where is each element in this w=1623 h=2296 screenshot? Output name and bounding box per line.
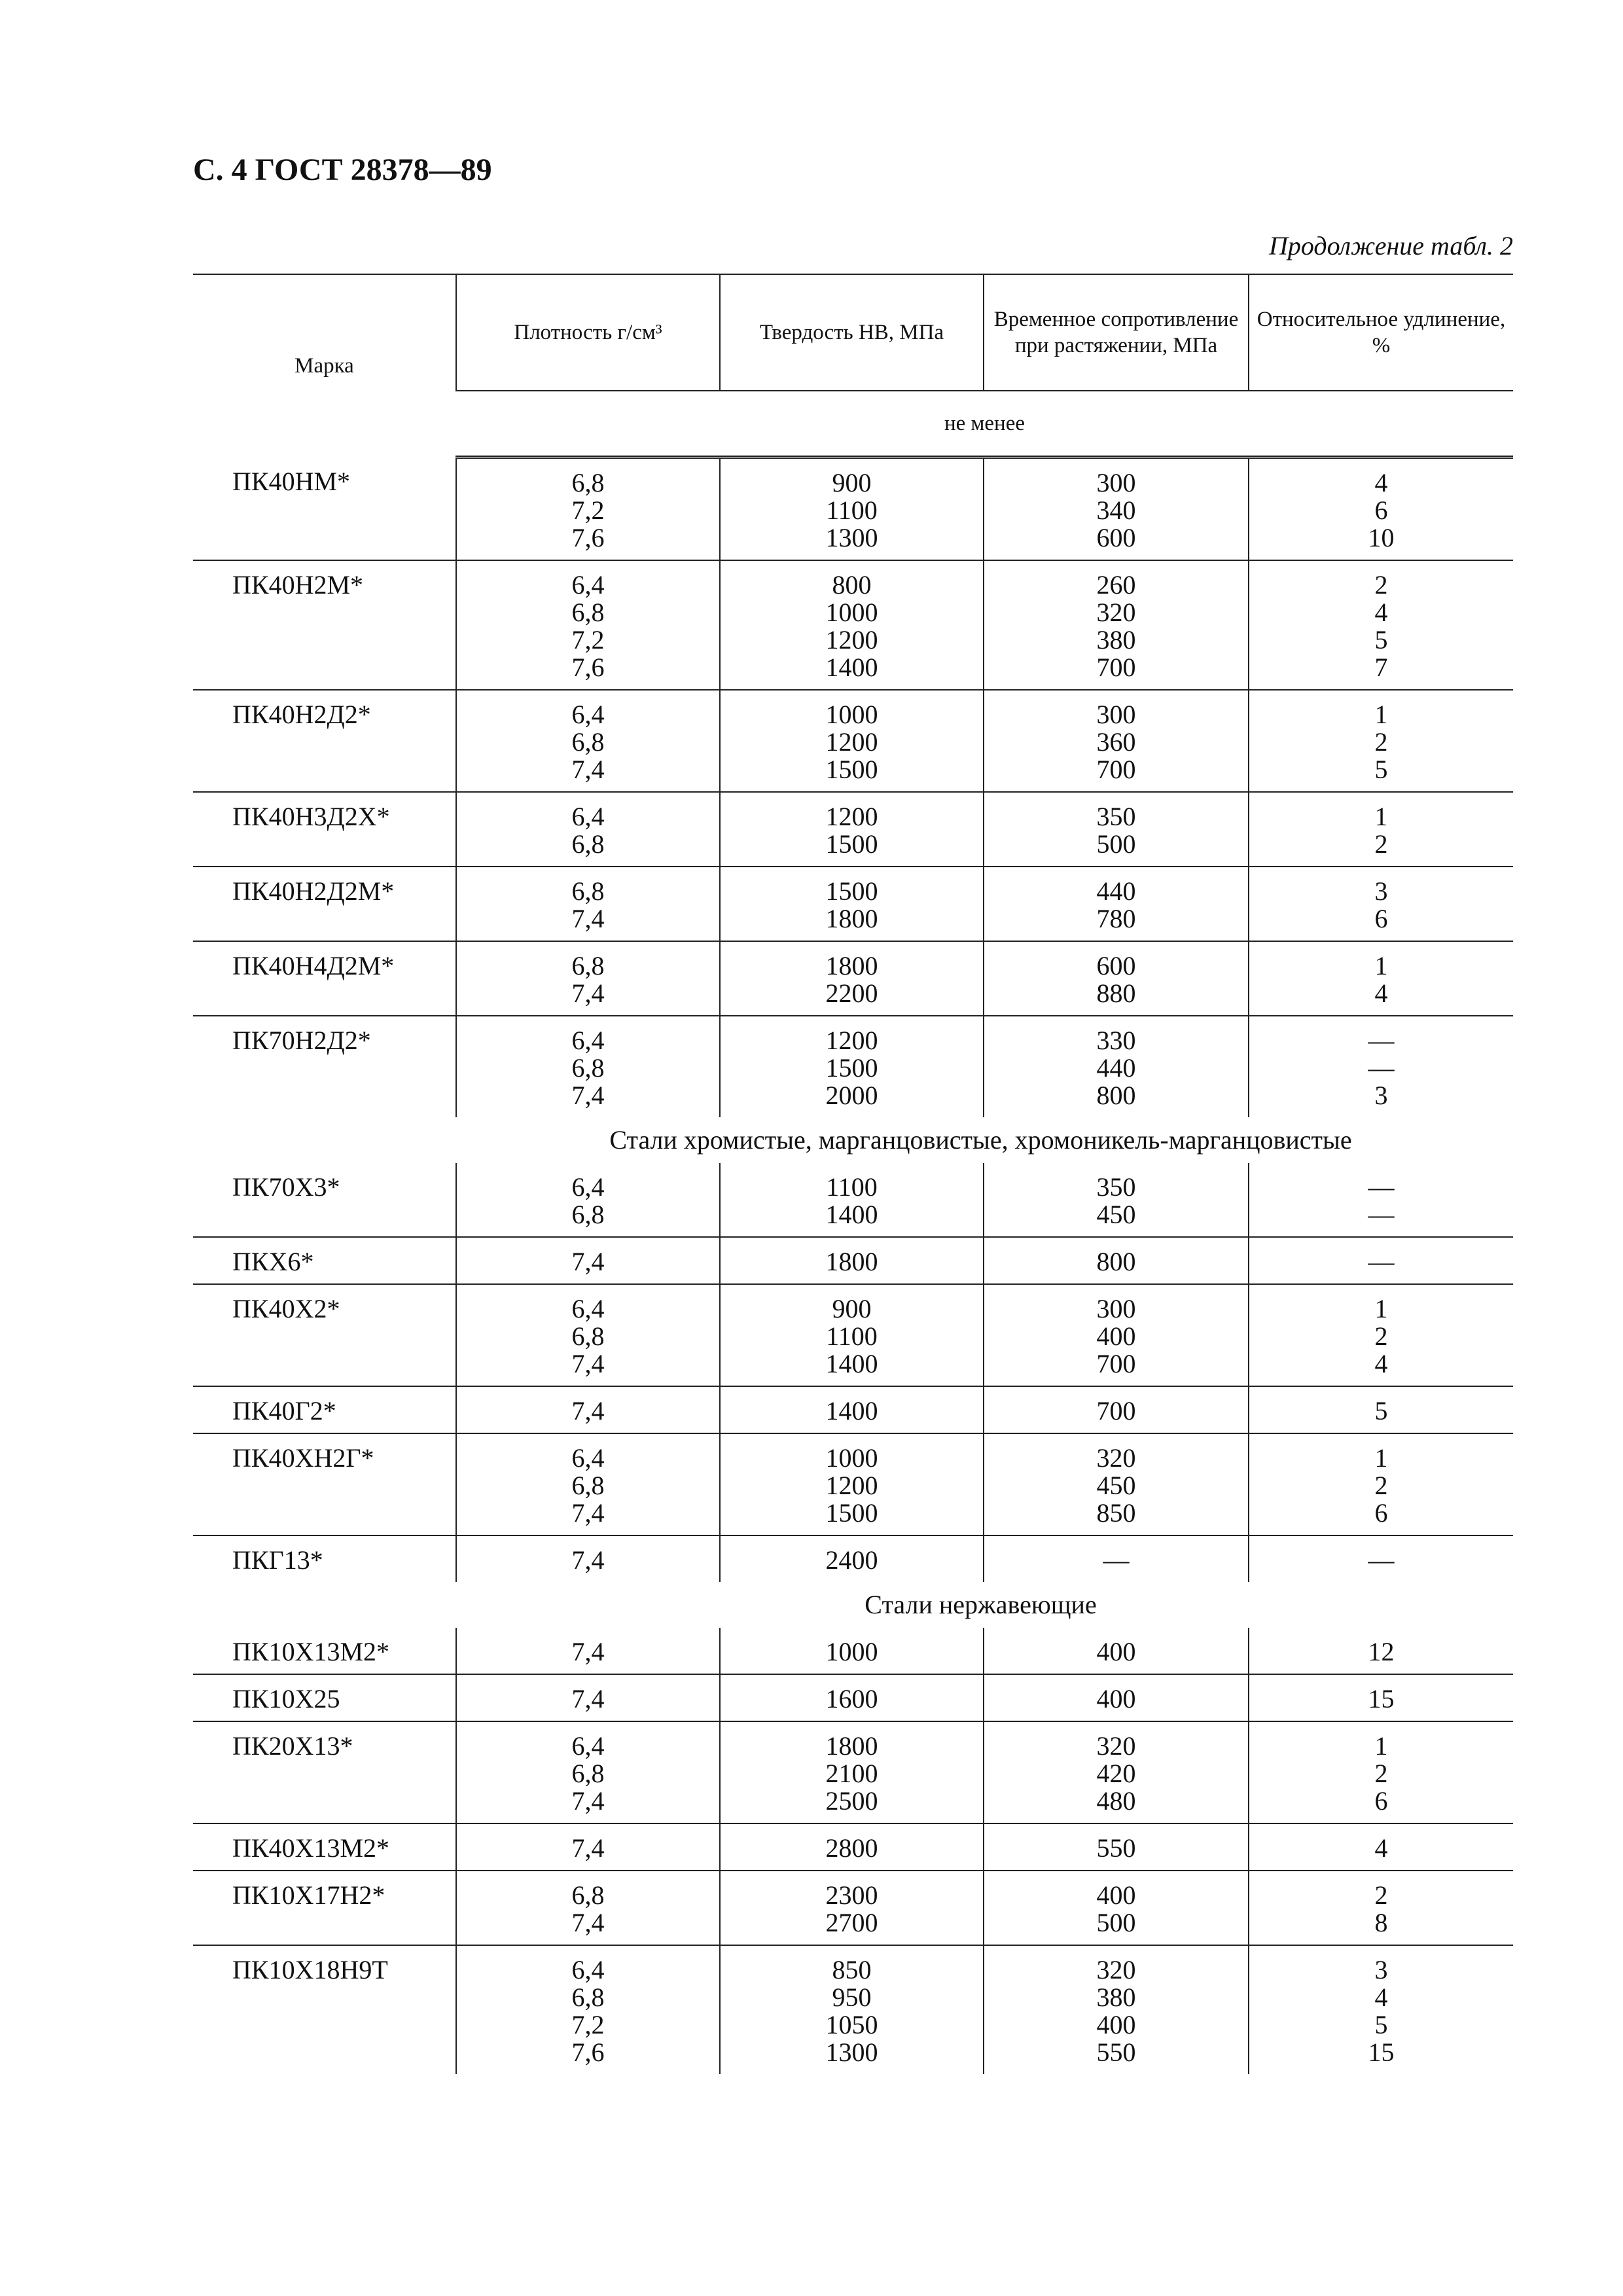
hardness-value: 2000 (825, 1081, 878, 1110)
density-value: 6,8 (571, 1880, 605, 1910)
strength-value: 700 (1096, 1349, 1136, 1378)
elongation-value: 15 (1368, 1684, 1395, 1713)
elongation-value: 5 (1374, 625, 1388, 655)
hardness-cell (720, 1823, 984, 1871)
strength-value: 360 (1096, 727, 1136, 757)
table-row (193, 1823, 1513, 1871)
strength-value: 400 (1096, 1880, 1136, 1910)
strength-value: 850 (1096, 1498, 1136, 1528)
strength-value: 450 (1096, 1200, 1136, 1229)
hardness-cell (720, 1237, 984, 1284)
density-value: 7,4 (571, 755, 605, 784)
density-value: 6,8 (571, 876, 605, 906)
properties-table (193, 274, 1513, 2074)
elongation-value: 4 (1374, 1833, 1388, 1863)
hardness-cell (720, 1945, 984, 2074)
elongation-cell (1249, 457, 1513, 561)
strength-value: 440 (1096, 1053, 1136, 1083)
hardness-cell (720, 1628, 984, 1674)
hardness-value: 2200 (825, 978, 878, 1008)
density-cell (456, 690, 720, 792)
density-cell (456, 1721, 720, 1823)
elongation-value: 2 (1374, 1759, 1388, 1788)
density-value: 6,8 (571, 829, 605, 859)
hardness-value: 1200 (825, 1471, 878, 1500)
hardness-value: 1300 (825, 2037, 878, 2067)
table-body (193, 457, 1513, 2075)
density-cell (456, 1871, 720, 1945)
elongation-cell (1249, 941, 1513, 1016)
hardness-cell (720, 690, 984, 792)
elongation-value: 3 (1374, 1955, 1388, 1984)
grade-cell: ПК70Х3* (193, 1163, 456, 1237)
table-row (193, 1535, 1513, 1582)
elongation-value: 6 (1374, 904, 1388, 933)
elongation-value: — (1368, 1200, 1395, 1229)
elongation-cell (1249, 1823, 1513, 1871)
elongation-cell (1249, 1163, 1513, 1237)
strength-cell (984, 1163, 1249, 1237)
column-header-density: Плотность г/см³ (456, 274, 720, 391)
table-row (193, 1674, 1513, 1721)
table-row (193, 1016, 1513, 1117)
strength-value: 800 (1096, 1081, 1136, 1110)
strength-value: 340 (1096, 495, 1136, 525)
strength-value: 320 (1096, 1955, 1136, 1984)
strength-cell (984, 867, 1249, 941)
strength-value: 330 (1096, 1026, 1136, 1055)
strength-cell (984, 1674, 1249, 1721)
strength-cell (984, 941, 1249, 1016)
strength-value: 350 (1096, 802, 1136, 831)
elongation-value: 2 (1374, 829, 1388, 859)
elongation-value: 4 (1374, 468, 1388, 497)
density-cell (456, 1284, 720, 1386)
strength-value: 550 (1096, 1833, 1136, 1863)
elongation-value: 12 (1368, 1637, 1395, 1666)
hardness-cell (720, 1284, 984, 1386)
grade-cell: ПК40Н4Д2М* (193, 941, 456, 1016)
hardness-value: 1100 (826, 495, 878, 525)
strength-value: 880 (1096, 978, 1136, 1008)
hardness-cell (720, 1674, 984, 1721)
density-value: 7,4 (571, 978, 605, 1008)
strength-value: 700 (1096, 1396, 1136, 1426)
density-value: 7,6 (571, 523, 605, 552)
hardness-value: 1800 (825, 951, 878, 980)
strength-cell (984, 1433, 1249, 1535)
density-value: 7,4 (571, 1833, 605, 1863)
hardness-value: 1000 (825, 700, 878, 729)
density-value: 7,4 (571, 1908, 605, 1937)
table-row (193, 792, 1513, 867)
strength-value: 500 (1096, 1908, 1136, 1937)
strength-cell (984, 1823, 1249, 1871)
strength-cell (984, 1535, 1249, 1582)
strength-value: 380 (1096, 1982, 1136, 2012)
hardness-cell (720, 867, 984, 941)
hardness-value: 1200 (825, 802, 878, 831)
table-row (193, 941, 1513, 1016)
section-row (193, 1582, 1513, 1628)
density-cell (456, 1823, 720, 1871)
grade-cell: ПК10Х17Н2* (193, 1871, 456, 1945)
hardness-value: 1500 (825, 1053, 878, 1083)
column-header-strength: Временное сопротивление при растяжении, МПа (984, 274, 1249, 391)
elongation-cell (1249, 690, 1513, 792)
hardness-value: 1200 (825, 727, 878, 757)
hardness-value: 1400 (825, 1349, 878, 1378)
elongation-value: 1 (1374, 1443, 1388, 1473)
elongation-cell (1249, 1016, 1513, 1117)
grade-cell: ПК40Г2* (193, 1386, 456, 1433)
grade-cell: ПК40Н3Д2Х* (193, 792, 456, 867)
hardness-value: 1050 (825, 2010, 878, 2039)
table-row (193, 1871, 1513, 1945)
density-cell (456, 1163, 720, 1237)
density-value: 7,4 (571, 1349, 605, 1378)
hardness-cell (720, 1016, 984, 1117)
strength-cell (984, 1016, 1249, 1117)
elongation-value: 5 (1374, 1396, 1388, 1426)
density-value: 6,8 (571, 951, 605, 980)
elongation-value: 10 (1368, 523, 1395, 552)
elongation-value: 15 (1368, 2037, 1395, 2067)
density-value: 6,4 (571, 700, 605, 729)
hardness-value: 1400 (825, 1200, 878, 1229)
column-header-elongation: Относительное удлинение, % (1249, 274, 1513, 391)
elongation-value: — (1368, 1247, 1395, 1276)
section-title: Стали нержавеющие (865, 1590, 1097, 1619)
elongation-value: 6 (1374, 1786, 1388, 1816)
strength-value: 700 (1096, 755, 1136, 784)
table-row (193, 1628, 1513, 1674)
hardness-value: 900 (832, 468, 872, 497)
table-row (193, 1284, 1513, 1386)
density-value: 6,4 (571, 1443, 605, 1473)
elongation-value: — (1368, 1172, 1395, 1202)
grade-cell: ПК40Х13М2* (193, 1823, 456, 1871)
strength-value: 320 (1096, 598, 1136, 627)
grade-cell: ПК40Н2Д2М* (193, 867, 456, 941)
hardness-value: 1100 (826, 1172, 878, 1202)
strength-cell (984, 1945, 1249, 2074)
elongation-value: 5 (1374, 755, 1388, 784)
table-continuation-label: Продолжение табл. 2 (1268, 231, 1513, 260)
density-value: 6,8 (571, 1053, 605, 1083)
density-value: 6,8 (571, 1200, 605, 1229)
density-cell (456, 1945, 720, 2074)
section-title: Стали хромистые, марганцовистые, хромоникель-марганцовистые (609, 1125, 1352, 1155)
hardness-value: 1800 (825, 1247, 878, 1276)
strength-value: 480 (1096, 1786, 1136, 1816)
grade-cell: ПК70Н2Д2* (232, 1026, 371, 1055)
elongation-value: 3 (1374, 876, 1388, 906)
density-value: 7,4 (571, 1637, 605, 1666)
density-value: 6,4 (571, 570, 605, 600)
elongation-value: 8 (1374, 1908, 1388, 1937)
hardness-cell (720, 1433, 984, 1535)
hardness-value: 800 (832, 570, 872, 600)
hardness-value: 2500 (825, 1786, 878, 1816)
strength-cell (984, 1628, 1249, 1674)
strength-value: 400 (1096, 2010, 1136, 2039)
density-value: 6,8 (571, 598, 605, 627)
density-value: 7,4 (571, 1081, 605, 1110)
elongation-value: 1 (1374, 1294, 1388, 1323)
hardness-cell (720, 1386, 984, 1433)
elongation-value: 3 (1374, 1081, 1388, 1110)
strength-cell (984, 690, 1249, 792)
density-value: 6,4 (571, 1955, 605, 1984)
hardness-cell (720, 792, 984, 867)
table-row (193, 867, 1513, 941)
table-row (193, 1237, 1513, 1284)
strength-value: 400 (1096, 1321, 1136, 1351)
density-cell (456, 792, 720, 867)
strength-value: 400 (1096, 1637, 1136, 1666)
density-value: 7,4 (571, 1247, 605, 1276)
elongation-value: 6 (1374, 495, 1388, 525)
grade-cell: ПК20Х13* (193, 1721, 456, 1823)
density-cell (456, 1237, 720, 1284)
strength-value: 600 (1096, 523, 1136, 552)
density-value: 7,4 (571, 904, 605, 933)
hardness-value: 1500 (825, 755, 878, 784)
table-row (193, 1433, 1513, 1535)
hardness-value: 2100 (825, 1759, 878, 1788)
density-cell (456, 1674, 720, 1721)
hardness-cell (720, 1721, 984, 1823)
hardness-value: 1500 (825, 876, 878, 906)
elongation-value: 1 (1374, 700, 1388, 729)
strength-cell (984, 560, 1249, 690)
strength-value: 320 (1096, 1731, 1136, 1761)
density-value: 6,8 (571, 468, 605, 497)
density-value: 6,8 (571, 1321, 605, 1351)
strength-value: 450 (1096, 1471, 1136, 1500)
strength-value: 500 (1096, 829, 1136, 859)
density-value: 6,8 (571, 1982, 605, 2012)
elongation-value: 1 (1374, 1731, 1388, 1761)
density-cell (456, 1535, 720, 1582)
elongation-value: — (1368, 1053, 1395, 1083)
density-value: 6,4 (571, 1026, 605, 1055)
table-row (193, 560, 1513, 690)
hardness-value: 1800 (825, 1731, 878, 1761)
strength-value: 350 (1096, 1172, 1136, 1202)
elongation-value: 2 (1374, 570, 1388, 600)
hardness-value: 1400 (825, 653, 878, 682)
elongation-cell (1249, 867, 1513, 941)
elongation-value: 1 (1374, 951, 1388, 980)
density-cell (456, 1016, 720, 1117)
strength-value: 420 (1096, 1759, 1136, 1788)
strength-value: 320 (1096, 1443, 1136, 1473)
strength-value: 300 (1096, 1294, 1136, 1323)
density-value: 6,4 (571, 802, 605, 831)
density-cell (456, 867, 720, 941)
elongation-cell (1249, 1945, 1513, 2074)
hardness-value: 1200 (825, 625, 878, 655)
strength-value: 440 (1096, 876, 1136, 906)
elongation-value: 7 (1374, 653, 1388, 682)
strength-cell (984, 457, 1249, 561)
column-header-grade: Марка (193, 274, 456, 457)
elongation-value: — (1368, 1545, 1395, 1575)
strength-cell (984, 1871, 1249, 1945)
elongation-cell (1249, 1535, 1513, 1582)
elongation-value: 2 (1374, 727, 1388, 757)
elongation-cell (1249, 1284, 1513, 1386)
table-row (193, 1721, 1513, 1823)
elongation-cell (1249, 560, 1513, 690)
hardness-value: 1300 (825, 523, 878, 552)
hardness-value: 2400 (825, 1545, 878, 1575)
hardness-value: 2800 (825, 1833, 878, 1863)
grade-cell: ПКХ6* (193, 1237, 456, 1284)
density-value: 6,8 (571, 1471, 605, 1500)
hardness-value: 1400 (825, 1396, 878, 1426)
hardness-value: 1000 (825, 1637, 878, 1666)
hardness-value: 1500 (825, 829, 878, 859)
grade-cell: ПКГ13* (232, 1545, 323, 1575)
elongation-cell (1249, 1386, 1513, 1433)
elongation-cell (1249, 1628, 1513, 1674)
strength-cell (984, 1721, 1249, 1823)
hardness-value: 1000 (825, 1443, 878, 1473)
hardness-value: 1000 (825, 598, 878, 627)
density-value: 7,6 (571, 653, 605, 682)
density-value: 7,4 (571, 1684, 605, 1713)
density-value: 7,2 (571, 2010, 605, 2039)
strength-value: 550 (1096, 2037, 1136, 2067)
hardness-cell (720, 1163, 984, 1237)
table-row (193, 1163, 1513, 1237)
column-header-hardness: Твердость НВ, МПа (720, 274, 984, 391)
grade-cell: ПК40Х2* (193, 1284, 456, 1386)
hardness-value: 950 (832, 1982, 872, 2012)
strength-value: 400 (1096, 1684, 1136, 1713)
elongation-value: 4 (1374, 978, 1388, 1008)
strength-value: — (1103, 1545, 1130, 1575)
grade-cell: ПК10Х18Н9Т (232, 1955, 388, 1984)
strength-value: 300 (1096, 700, 1136, 729)
hardness-value: 1200 (825, 1026, 878, 1055)
strength-cell (984, 792, 1249, 867)
elongation-value: 4 (1374, 1349, 1388, 1378)
hardness-value: 1600 (825, 1684, 878, 1713)
hardness-value: 1800 (825, 904, 878, 933)
density-value: 7,2 (571, 625, 605, 655)
density-value: 6,8 (571, 727, 605, 757)
page-header: С. 4 ГОСТ 28378—89 (193, 152, 492, 187)
elongation-value: 1 (1374, 802, 1388, 831)
elongation-value: 2 (1374, 1471, 1388, 1500)
grade-cell: ПК40Н2М* (193, 560, 456, 690)
hardness-value: 2700 (825, 1908, 878, 1937)
hardness-cell (720, 560, 984, 690)
elongation-value: 4 (1374, 1982, 1388, 2012)
strength-value: 300 (1096, 468, 1136, 497)
elongation-value: 2 (1374, 1880, 1388, 1910)
subheader-min: не менее (456, 391, 1513, 457)
elongation-cell (1249, 1237, 1513, 1284)
strength-value: 600 (1096, 951, 1136, 980)
table-row (193, 1945, 1513, 2074)
section-row (193, 1117, 1513, 1163)
strength-value: 700 (1096, 653, 1136, 682)
density-value: 6,4 (571, 1294, 605, 1323)
elongation-value: 2 (1374, 1321, 1388, 1351)
grade-cell: ПК40Н2Д2* (193, 690, 456, 792)
strength-cell (984, 1386, 1249, 1433)
density-value: 7,4 (571, 1786, 605, 1816)
hardness-cell (720, 1871, 984, 1945)
elongation-value: — (1368, 1026, 1395, 1055)
density-cell (456, 1433, 720, 1535)
density-value: 6,4 (571, 1731, 605, 1761)
hardness-value: 2300 (825, 1880, 878, 1910)
hardness-value: 900 (832, 1294, 872, 1323)
strength-value: 380 (1096, 625, 1136, 655)
elongation-cell (1249, 1871, 1513, 1945)
density-value: 7,4 (571, 1396, 605, 1426)
density-cell (456, 1386, 720, 1433)
elongation-value: 5 (1374, 2010, 1388, 2039)
grade-cell: ПК10Х13М2* (193, 1628, 456, 1674)
density-value: 6,8 (571, 1759, 605, 1788)
density-cell (456, 457, 720, 561)
grade-cell: ПК40НМ* (193, 457, 456, 561)
table-row (193, 457, 1513, 561)
hardness-value: 1500 (825, 1498, 878, 1528)
density-cell (456, 1628, 720, 1674)
grade-cell: ПК10Х25 (193, 1674, 456, 1721)
elongation-value: 4 (1374, 598, 1388, 627)
elongation-value: 6 (1374, 1498, 1388, 1528)
table-row (193, 1386, 1513, 1433)
strength-cell (984, 1284, 1249, 1386)
strength-value: 800 (1096, 1247, 1136, 1276)
grade-cell: ПК40ХН2Г* (193, 1433, 456, 1535)
hardness-cell (720, 941, 984, 1016)
hardness-value: 850 (832, 1955, 872, 1984)
density-value: 7,6 (571, 2037, 605, 2067)
density-value: 6,4 (571, 1172, 605, 1202)
table-row (193, 690, 1513, 792)
density-value: 7,2 (571, 495, 605, 525)
elongation-cell (1249, 1721, 1513, 1823)
strength-value: 780 (1096, 904, 1136, 933)
hardness-value: 1100 (826, 1321, 878, 1351)
density-value: 7,4 (571, 1545, 605, 1575)
hardness-cell (720, 457, 984, 561)
density-cell (456, 560, 720, 690)
strength-value: 260 (1096, 570, 1136, 600)
elongation-cell (1249, 1674, 1513, 1721)
density-value: 7,4 (571, 1498, 605, 1528)
density-cell (456, 941, 720, 1016)
hardness-cell (720, 1535, 984, 1582)
elongation-cell (1249, 792, 1513, 867)
strength-cell (984, 1237, 1249, 1284)
elongation-cell (1249, 1433, 1513, 1535)
